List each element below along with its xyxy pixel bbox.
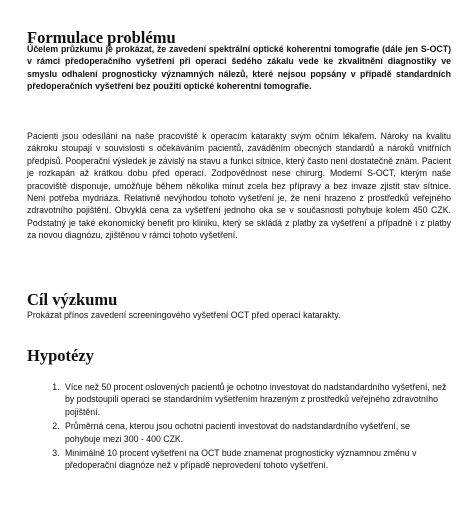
hypothesis-item: 2. Průměrná cena, kterou jsou ochotni pacienti investovat do nadstandardního vyšetření, se pohybuje mezi 300 - 400 CZK. <box>62 420 447 445</box>
heading-formulace-problemu: Formulace problému <box>27 28 176 47</box>
heading-hypotezy: Hypotézy <box>27 346 94 365</box>
hypothesis-item: 1. Více než 50 procent oslovených pacientů je ochotno investovat do nadstandardního vyšetření, než by podstoupili operaci se standardním vyšetřením hrazeným z prostředků veřejného zdravotního pojištění. <box>62 381 447 418</box>
hypotheses-list <box>27 381 447 474</box>
goal-paragraph: Prokázat přínos zavedení screeningového vyšetření OCT před operací katarakty. <box>27 310 341 320</box>
heading-cil-vyzkumu: Cíl výzkumu <box>27 290 118 309</box>
body-paragraph: Pacienti jsou odesíláni na naše pracoviště k operacím katarakty svým očním lékařem. Nároky na kvalitu zákroku stoupají v souvislosti s očekáváním pacientů, zaváděním obecných standardů a nároků vnitřních předpisů. Pooperační výsledek je závislý na stavu a funkci sítnice, který často není dostatečně znám. Pacient je rozkapán až krátkou dobu před operací. Zodpovědnost nese chirurg. Moderní S-OCT, kterým naše pracoviště disponuje, umožňuje během několika minut zcela bez přípravy a bez invaze zjistit stav sítnice. Není potřeba mydriáza. Relativně nevýhodou tohoto vyšetření je, že není hrazeno z prostředků veřejného zdravotního pojištění. Obvyklá cena za vyšetření jednoho oka se v současnosti pohybuje kolem 450 CZK. Podstatný je také ekonomický benefit pro kliniku, který se skládá z platby za vyšetření a případně i z platby za novou diagnózu, zjištěnou v rámci tohoto vyšetření. <box>27 131 451 241</box>
hypothesis-item: 3. Minimálně 10 procent vyšetření na OCT bude znamenat prognosticky významnou změnu v předoperační diagnóze než v případě neprovedení tohoto vyšetření. <box>62 447 447 472</box>
intro-paragraph: Účelem průzkumu je prokázat, že zavedení spektrální optické koherentní tomografie (dále jen S-OCT) v rámci předoperačního vyšetření při operaci šedého zákalu vede ke zkvalitnění diagnostiky ve smyslu odhalení prognosticky významných nálezů, které nejsou popsány v případě standardních předoperačních vyšetření bez použití optické koherentní tomografie. <box>27 44 451 92</box>
